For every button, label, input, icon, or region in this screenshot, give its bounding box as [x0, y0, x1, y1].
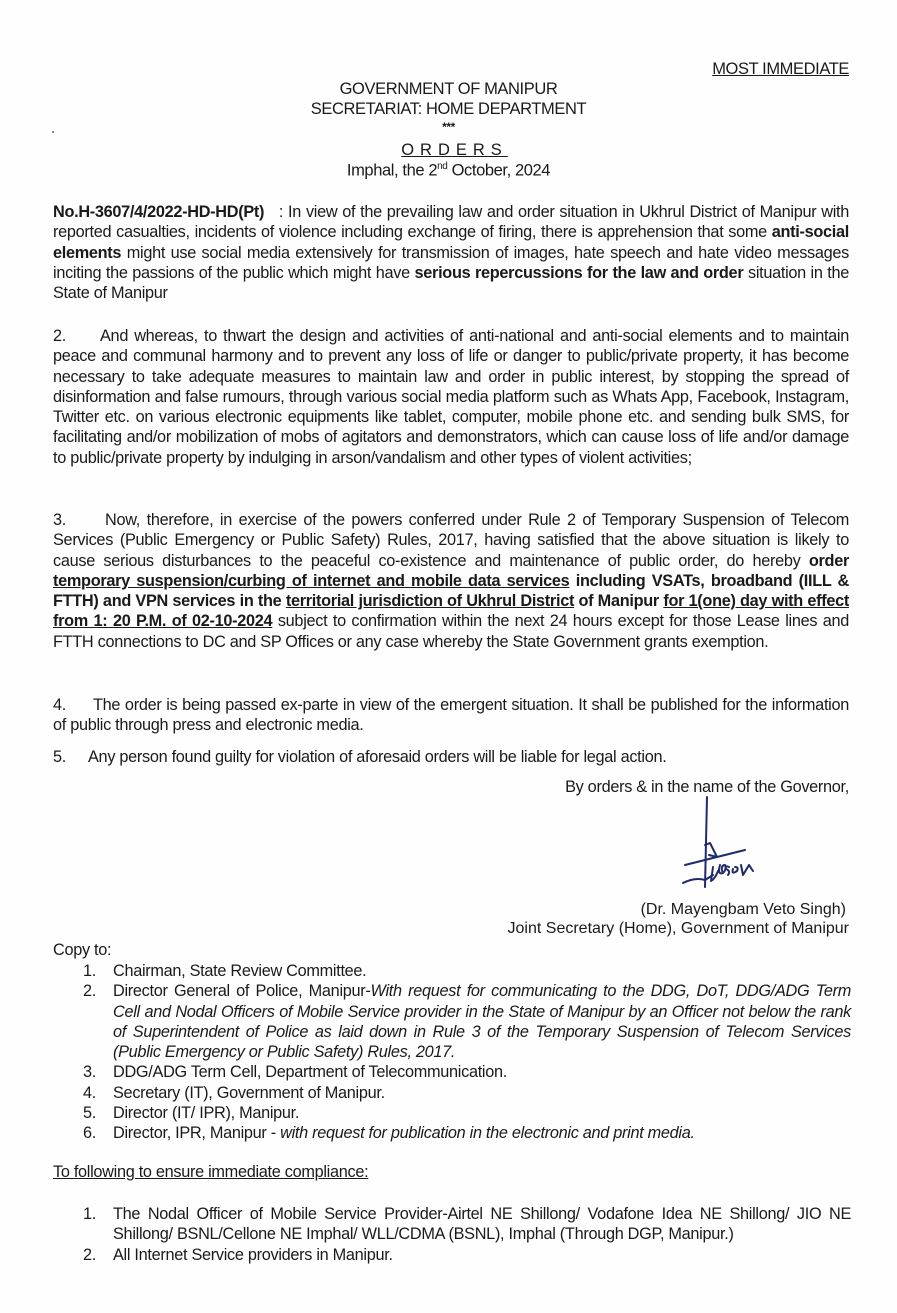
paragraph-number: 5.: [53, 748, 66, 766]
list-item: 3. DDG/ADG Term Cell, Department of Telecommunication.: [83, 1063, 507, 1082]
paragraph-3: 3. Now, therefore, in exercise of the powers conferred under Rule 2 of Temporary Suspension of Telecom Services (Public Emergency or Public Safety) Rules, 2017, having satisfied that the above situation is likely to cause serious disturbances to the peaceful co-existence and maintenance of public order, do hereby order temporary suspension/curbing of internet and mobile data services including VSATs, broadband (IILL & FTTH) and VPN services in the territorial jurisdiction of Ukhrul District of Manipur for 1(one) day with effect from 1: 20 P.M. of 02-10-2024 subject to confirmation within the next 24 hours except for those Lease lines and FTTH connections to DC and SP Offices or any case whereby the State Government grants exemption.: [53, 511, 849, 651]
list-item: 1. The Nodal Officer of Mobile Service Provider-Airtel NE Shillong/ Vodafone Idea NE Shillong/ JIO NE Shillong/ BSNL/Cellone NE Imphal/ WLL/CDMA (BSNL), Imphal (Through DGP, Manipur.): [83, 1205, 851, 1244]
compliance-list: [83, 1204, 851, 1265]
signer-name: (Dr. Mayengbam Veto Singh): [640, 901, 846, 918]
signer-title: Joint Secretary (Home), Government of Manipur: [507, 920, 849, 937]
list-item: 2. Director General of Police, Manipur-With request for communicating to the DDG, DoT, DDG/ADG Term Cell and Nodal Officers of Mobile Service provider in the State of Manipur by an Officer not below the rank of Superintendent of Police as laid down in Rule 3 of the Temporary Suspension of Telecom Services (Public Emergency or Public Safety) Rules, 2017.: [83, 982, 851, 1062]
copy-to-heading: Copy to:: [53, 941, 112, 959]
paragraph-5: 5. Any person found guilty for violation of aforesaid orders will be liable for legal action.: [53, 748, 667, 766]
paragraph-number: 2.: [53, 327, 66, 345]
paragraph-number: 3.: [53, 511, 66, 529]
document-title: ORDERS: [401, 141, 508, 159]
list-item: 5. Director (IT/ IPR), Manipur.: [83, 1104, 300, 1123]
paragraph-4: 4. The order is being passed ex-parte in view of the emergent situation. It shall be published for the information of public through press and electronic media.: [53, 696, 849, 735]
scan-speck: [52, 131, 54, 133]
jurisdiction: territorial jurisdiction of Ukhrul District: [285, 592, 575, 611]
compliance-heading: To following to ensure immediate compliance:: [53, 1163, 369, 1181]
list-item: 1. Chairman, State Review Committee.: [83, 962, 367, 980]
list-item: 6. Director, IPR, Manipur - with request for publication in the electronic and print media.: [83, 1124, 695, 1143]
reference-number: No.H-3607/4/2022-HD-HD(Pt): [53, 203, 265, 221]
copy-to-list: [83, 961, 851, 1144]
signature-icon: [665, 795, 765, 890]
effective-period: for 1(one) day with effect from 1: 20 P.M. of 02-10-2024: [53, 592, 849, 631]
list-item: 2. All Internet Service providers in Manipur.: [83, 1245, 393, 1264]
paragraph-1: No.H-3607/4/2022-HD-HD(Pt) : In view of the prevailing law and order situation in Ukhrul District of Manipur with reported casualties, incidents of violence including exchange of firing, there is apprehension that some anti-social elements might use social media extensively for transmission of images, hate speech and hate video messages inciting the passions of the public which might have serious repercussions for the law and order situation in the State of Manipur: [53, 203, 854, 303]
priority-label: MOST IMMEDIATE: [712, 60, 849, 78]
authority-line: By orders & in the name of the Governor,: [565, 778, 849, 796]
document-date: Imphal, the 2nd October, 2024: [346, 161, 551, 180]
department-name: SECRETARIAT: HOME DEPARTMENT: [310, 100, 587, 118]
list-item: 4. Secretary (IT), Government of Manipur.: [83, 1083, 385, 1102]
paragraph-2: 2. And whereas, to thwart the design and activities of anti-national and anti-social elements and to maintain peace and communal harmony and to prevent any loss of life or danger to public/private property, it has become necessary to take adequate measures to maintain law and order in public interest, by stopping the spread of disinformation and false rumours, through various social media platform such as Whats App, Facebook, Instagram, Twitter etc. on various electronic equipments like tablet, computer, mobile phone etc. and sending bulk SMS, for facilitating and/or mobilization of mobs of agitators and demonstrators, which can cause loss of life and/or damage to public/private property by indulging in arson/vandalism and other types of violent activities;: [53, 327, 849, 467]
government-name: GOVERNMENT OF MANIPUR: [339, 80, 558, 98]
suspension-scope: temporary suspension/curbing of internet and mobile data services: [53, 571, 570, 590]
header-separator: ***: [442, 120, 455, 134]
paragraph-number: 4.: [53, 696, 66, 714]
